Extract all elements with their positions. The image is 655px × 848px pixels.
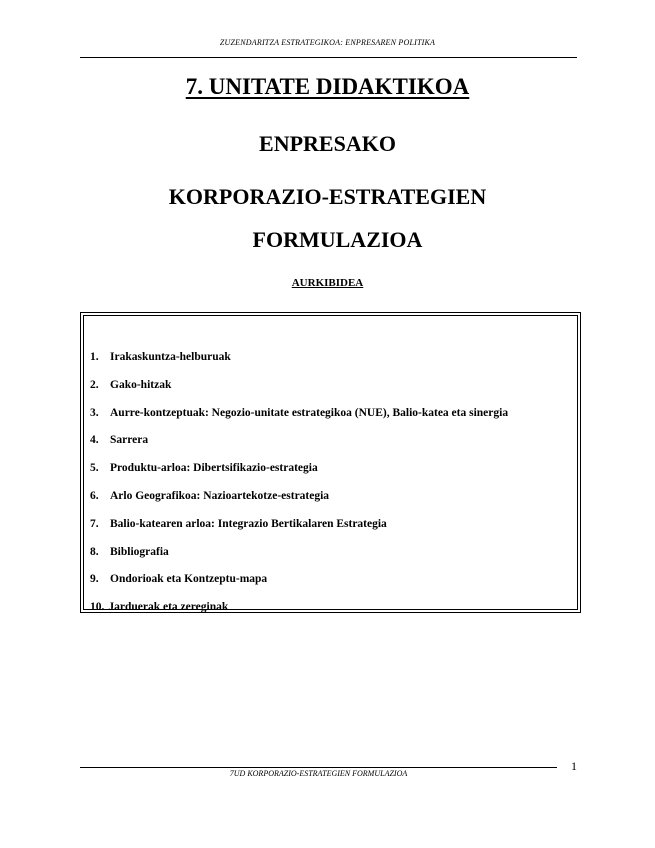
toc-item-label: Bibliografia bbox=[110, 545, 169, 558]
running-footer: 7UD KORPORAZIO-ESTRATEGIEN FORMULAZIOA bbox=[229, 769, 408, 778]
toc-item-number: 9. bbox=[90, 573, 99, 586]
running-header: ZUZENDARITZA ESTRATEGIKOA: ENPRESAREN POLITIKA bbox=[219, 38, 436, 47]
toc-item-label: Produktu-arloa: Dibertsifikazio-estrategia bbox=[110, 462, 318, 475]
document-title-line-2: KORPORAZIO-ESTRATEGIEN bbox=[168, 184, 487, 209]
document-title-line-3: FORMULAZIOA bbox=[252, 227, 423, 252]
footer-divider bbox=[80, 767, 557, 768]
toc-item-number: 5. bbox=[90, 462, 99, 475]
toc-list bbox=[90, 350, 508, 628]
toc-item bbox=[90, 433, 508, 461]
toc-item-number: 4. bbox=[90, 434, 99, 447]
toc-item bbox=[90, 489, 508, 517]
toc-item-label: Balio-katearen arloa: Integrazio Bertikalaren Estrategia bbox=[110, 517, 387, 530]
toc-item-label: Ondorioak eta Kontzeptu-mapa bbox=[110, 573, 268, 586]
unit-title: 7. UNITATE DIDAKTIKOA bbox=[185, 74, 470, 99]
toc-heading: AURKIBIDEA bbox=[291, 277, 364, 289]
toc-item bbox=[90, 461, 508, 489]
toc-item bbox=[90, 600, 508, 628]
toc-item-number: 6. bbox=[90, 489, 99, 502]
toc-item bbox=[90, 378, 508, 406]
toc-item-number: 3. bbox=[90, 406, 99, 419]
toc-item-label: Aurre-kontzeptuak: Negozio-unitate estrategikoa (NUE), Balio-katea eta sinergia bbox=[110, 406, 509, 419]
toc-item-number: 10. bbox=[90, 601, 105, 614]
toc-item bbox=[90, 572, 508, 600]
document-title-line-1: ENPRESAKO bbox=[259, 131, 396, 156]
toc-item bbox=[90, 406, 508, 434]
toc-item-number: 7. bbox=[90, 517, 99, 530]
toc-item bbox=[90, 545, 508, 573]
toc-item-number: 8. bbox=[90, 545, 99, 558]
toc-item-label: Jarduerak eta zereginak bbox=[108, 601, 229, 614]
toc-item bbox=[90, 350, 508, 378]
toc-item-number: 1. bbox=[90, 351, 99, 363]
toc-item-label: Gako-hitzak bbox=[110, 378, 172, 391]
toc-item-label: Irakaskuntza-helburuak bbox=[110, 351, 231, 363]
table-of-contents bbox=[80, 312, 581, 613]
header-divider bbox=[80, 57, 577, 58]
toc-item-label: Arlo Geografikoa: Nazioartekotze-estrategia bbox=[110, 489, 330, 502]
toc-item-number: 2. bbox=[90, 378, 99, 391]
page-number: 1 bbox=[571, 759, 577, 773]
toc-item bbox=[90, 517, 508, 545]
toc-item-label: Sarrera bbox=[110, 434, 149, 447]
